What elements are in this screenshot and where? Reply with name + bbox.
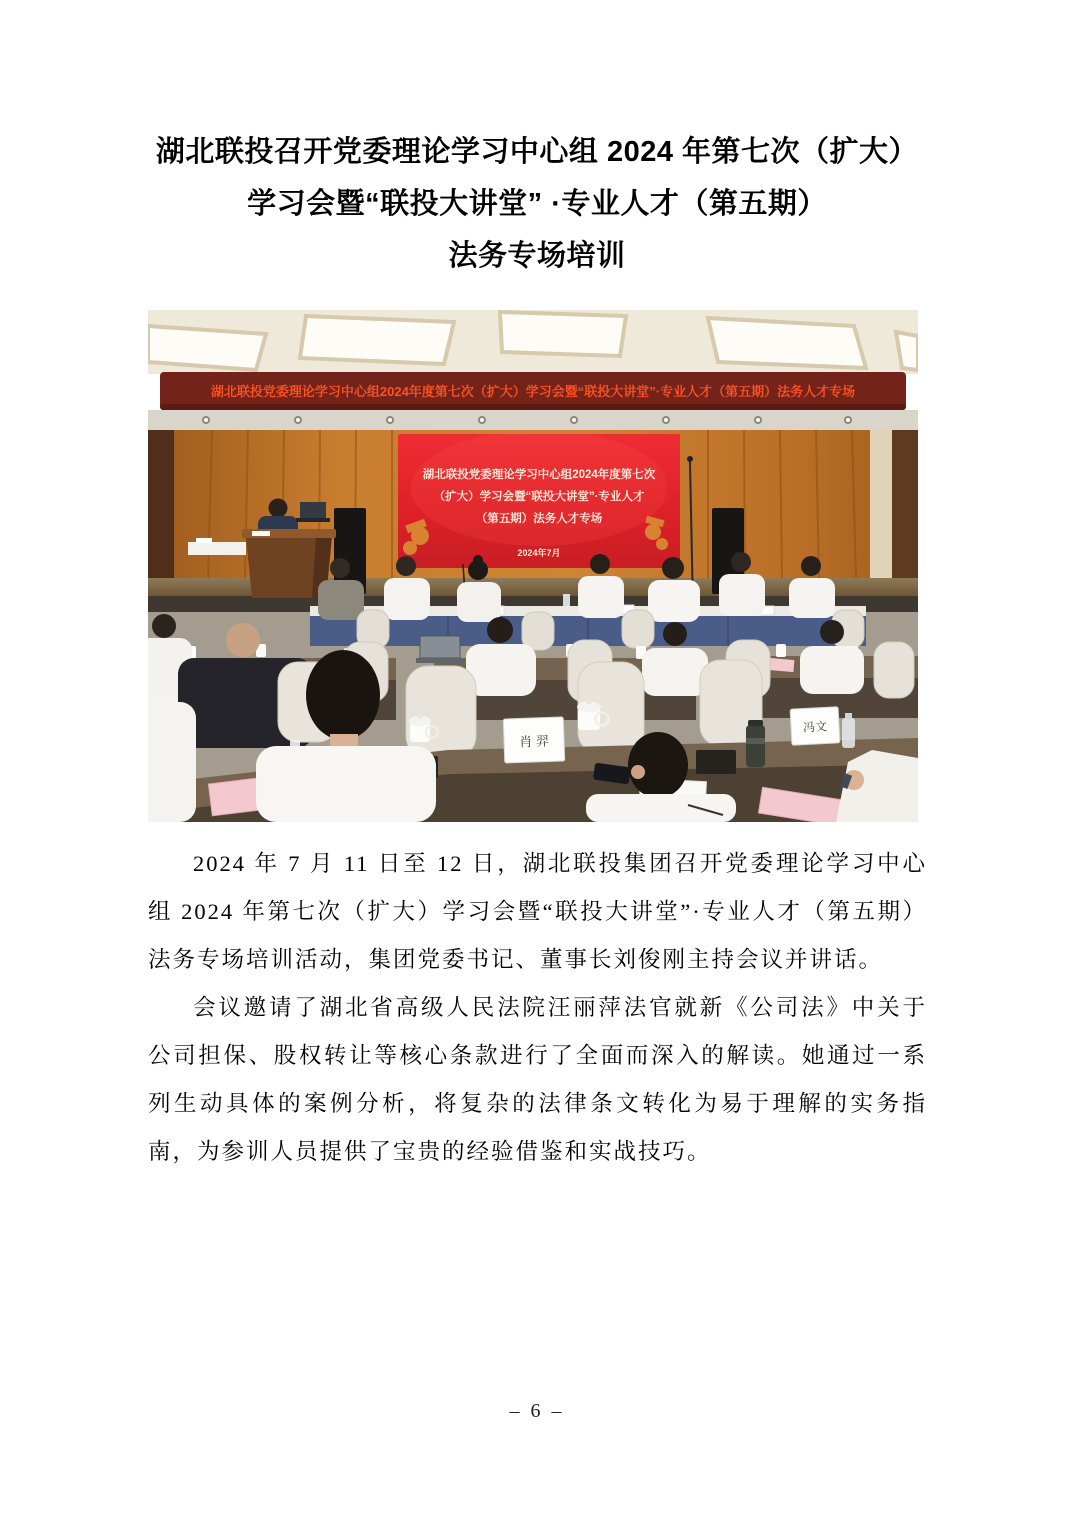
- paragraph-1: 2024 年 7 月 11 日至 12 日，湖北联投集团召开党委理论学习中心组 2024 年第七次（扩大）学习会暨“联投大讲堂”·专业人才（第五期）法务专场培训活动，集团党委书记、董事长刘俊刚主持会议并讲话。: [148, 851, 927, 972]
- thermos: [746, 720, 765, 767]
- ceiling-soffit: [148, 410, 918, 430]
- screen-date: 2024年7月: [517, 548, 561, 558]
- attendee-torso: [148, 702, 196, 822]
- led-banner-text: 湖北联投党委理论学习中心组2024年度第七次（扩大）学习会暨“联投大讲堂”·专业人才（第五期）法务人才专场: [210, 384, 856, 399]
- water-bottle: [563, 594, 570, 607]
- water-bottle: [842, 713, 855, 748]
- name-card-1: [503, 717, 564, 763]
- screen-line-2: （扩大）学习会暨“联投大讲堂”·专业人才: [433, 491, 645, 503]
- side-table: [188, 542, 246, 555]
- conference-photo-graphic: [148, 310, 918, 822]
- body-text: [148, 840, 927, 1176]
- page-number: – 6 –: [509, 1400, 565, 1422]
- title-line-2: 学习会暨“联投大讲堂” ·专业人才（第五期）: [247, 188, 827, 220]
- name-card-1-text: 肖 羿: [518, 733, 550, 750]
- document-title: [87, 126, 987, 282]
- ceiling: [148, 310, 918, 374]
- projection-screen: [398, 430, 680, 568]
- conference-photo: [148, 310, 918, 822]
- laptop: [296, 502, 330, 522]
- paragraph-2: 会议邀请了湖北省高级人民法院汪丽萍法官就新《公司法》中关于公司担保、股权转让等核心条款进行了全面而深入的解读。她通过一系列生动具体的案例分析，将复杂的法律条文转化为易于理解的实务指南，为参训人员提供了宝贵的经验借鉴和实战技巧。: [148, 995, 927, 1164]
- led-banner: [160, 372, 906, 410]
- name-card-2-text: 冯文: [802, 719, 828, 735]
- title-line-1: 湖北联投召开党委理论学习中心组 2024 年第七次（扩大）: [155, 136, 919, 168]
- tea-tray: [696, 750, 736, 774]
- title-line-3: 法务专场培训: [448, 240, 626, 272]
- screen-line-1: 湖北联投党委理论学习中心组2024年度第七次: [422, 469, 656, 481]
- laptop-on-table: [416, 636, 464, 663]
- screen-line-3: （第五期）法务人才专场: [475, 513, 603, 525]
- name-card-2: [790, 707, 840, 745]
